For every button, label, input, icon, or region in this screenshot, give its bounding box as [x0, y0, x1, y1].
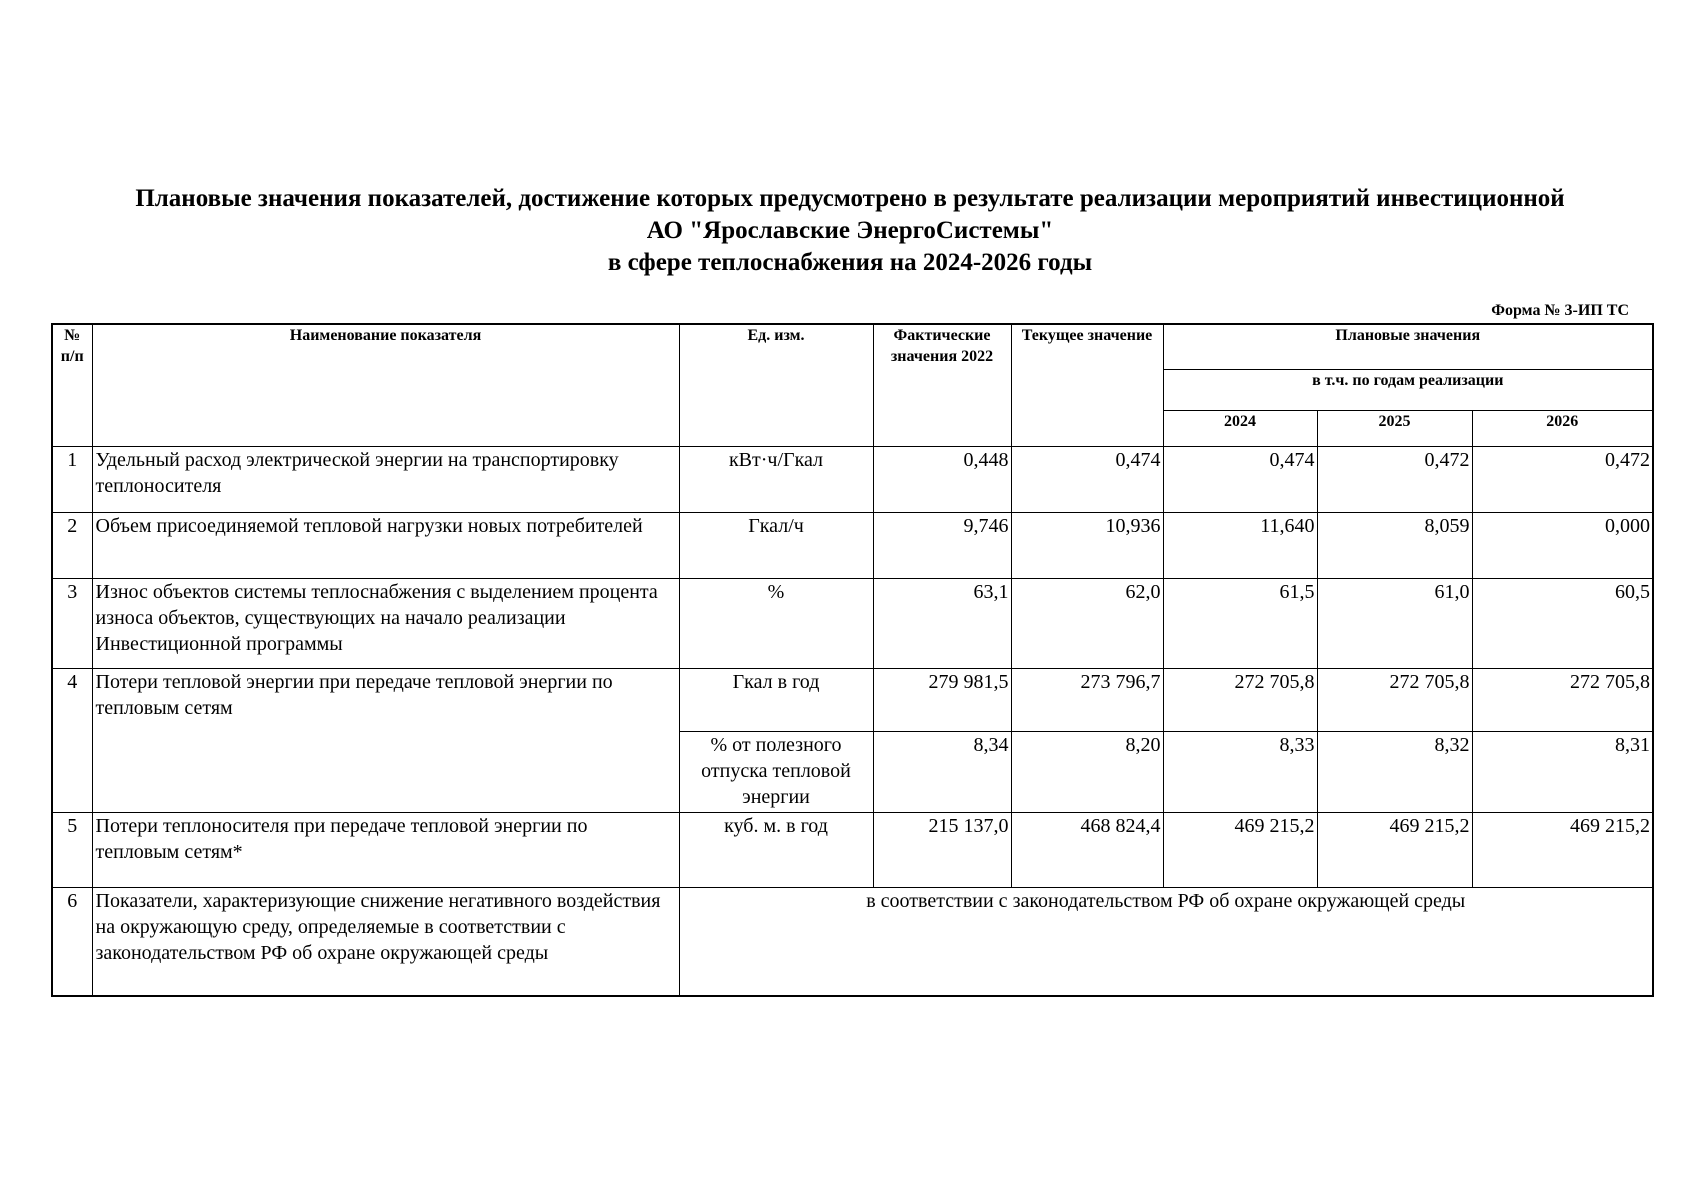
- row-name: Износ объектов системы теплоснабжения с выделением процента износа объектов, существующих на начало реализации Инвестиционной программы: [92, 578, 679, 668]
- row-current: 8,20: [1011, 731, 1163, 812]
- row-2026: 8,31: [1472, 731, 1653, 812]
- title-line-2: АО "Ярославские ЭнергоСистемы": [646, 217, 1054, 244]
- row-name: Объем присоединяемой тепловой нагрузки новых потребителей: [92, 512, 679, 578]
- row-name: Показатели, характеризующие снижение негативного воздействия на окружающую среду, определяемые в соответствии с законодательством РФ об охране окружающей среды: [92, 887, 679, 996]
- header-2024: 2024: [1163, 410, 1317, 446]
- row-num: 5: [52, 812, 92, 887]
- row-2026: 272 705,8: [1472, 668, 1653, 731]
- row-2024: 272 705,8: [1163, 668, 1317, 731]
- row-2024: 11,640: [1163, 512, 1317, 578]
- title-line-1: Плановые значения показателей, достижение которых предусмотрено в результате реализации мероприятий инвестиционной: [135, 185, 1565, 212]
- form-number: Форма № 3-ИП ТС: [1491, 302, 1629, 319]
- indicators-table: [51, 323, 1654, 997]
- row-actual: 215 137,0: [873, 812, 1011, 887]
- row-unit: Гкал/ч: [679, 512, 873, 578]
- row-name: Потери тепловой энергии при передаче тепловой энергии по тепловым сетям: [92, 668, 679, 812]
- row-unit: Гкал в год: [679, 668, 873, 731]
- header-current: Текущее значение: [1011, 324, 1163, 446]
- table-row: [52, 668, 1653, 731]
- row-current: 468 824,4: [1011, 812, 1163, 887]
- header-num: № п/п: [52, 324, 92, 446]
- row-2024: 8,33: [1163, 731, 1317, 812]
- row-2026: 0,472: [1472, 446, 1653, 512]
- header-2026: 2026: [1472, 410, 1653, 446]
- row-2024: 0,474: [1163, 446, 1317, 512]
- row-num: 2: [52, 512, 92, 578]
- row-2026: 60,5: [1472, 578, 1653, 668]
- row-current: 62,0: [1011, 578, 1163, 668]
- row-name: Удельный расход электрической энергии на транспортировку теплоносителя: [92, 446, 679, 512]
- table-row: [52, 446, 1653, 512]
- row-num: 4: [52, 668, 92, 812]
- title-line-3: в сфере теплоснабжения на 2024-2026 годы: [607, 249, 1093, 276]
- row-2025: 61,0: [1317, 578, 1472, 668]
- row-num: 3: [52, 578, 92, 668]
- row-current: 273 796,7: [1011, 668, 1163, 731]
- row-unit: % от полезного отпуска тепловой энергии: [679, 731, 873, 812]
- header-2025: 2025: [1317, 410, 1472, 446]
- header-planned: Плановые значения: [1163, 324, 1653, 369]
- table-row: [52, 812, 1653, 887]
- row-2024: 469 215,2: [1163, 812, 1317, 887]
- row-2024: 61,5: [1163, 578, 1317, 668]
- row-2025: 8,059: [1317, 512, 1472, 578]
- row-2025: 469 215,2: [1317, 812, 1472, 887]
- table-row: [52, 887, 1653, 996]
- row-actual: 9,746: [873, 512, 1011, 578]
- header-name: Наименование показателя: [92, 324, 679, 446]
- row-2025: 8,32: [1317, 731, 1472, 812]
- row-actual: 0,448: [873, 446, 1011, 512]
- table-row: [52, 578, 1653, 668]
- row-unit: кВт·ч/Гкал: [679, 446, 873, 512]
- row-2025: 0,472: [1317, 446, 1472, 512]
- row-actual: 63,1: [873, 578, 1011, 668]
- row-unit: куб. м. в год: [679, 812, 873, 887]
- row-2026: 0,000: [1472, 512, 1653, 578]
- header-actual: Фактические значения 2022: [873, 324, 1011, 446]
- row-actual: 8,34: [873, 731, 1011, 812]
- row-name: Потери теплоносителя при передаче тепловой энергии по тепловым сетям*: [92, 812, 679, 887]
- row-num: 1: [52, 446, 92, 512]
- row-current: 0,474: [1011, 446, 1163, 512]
- row-2026: 469 215,2: [1472, 812, 1653, 887]
- row-unit: %: [679, 578, 873, 668]
- row-actual: 279 981,5: [873, 668, 1011, 731]
- document-title: [40, 183, 1660, 279]
- row-num: 6: [52, 887, 92, 996]
- row-2025: 272 705,8: [1317, 668, 1472, 731]
- header-by-year: в т.ч. по годам реализации: [1163, 369, 1653, 410]
- header-unit: Ед. изм.: [679, 324, 873, 446]
- row-merged-value: в соответствии с законодательством РФ об охране окружающей среды: [679, 887, 1653, 996]
- table-row: [52, 512, 1653, 578]
- row-current: 10,936: [1011, 512, 1163, 578]
